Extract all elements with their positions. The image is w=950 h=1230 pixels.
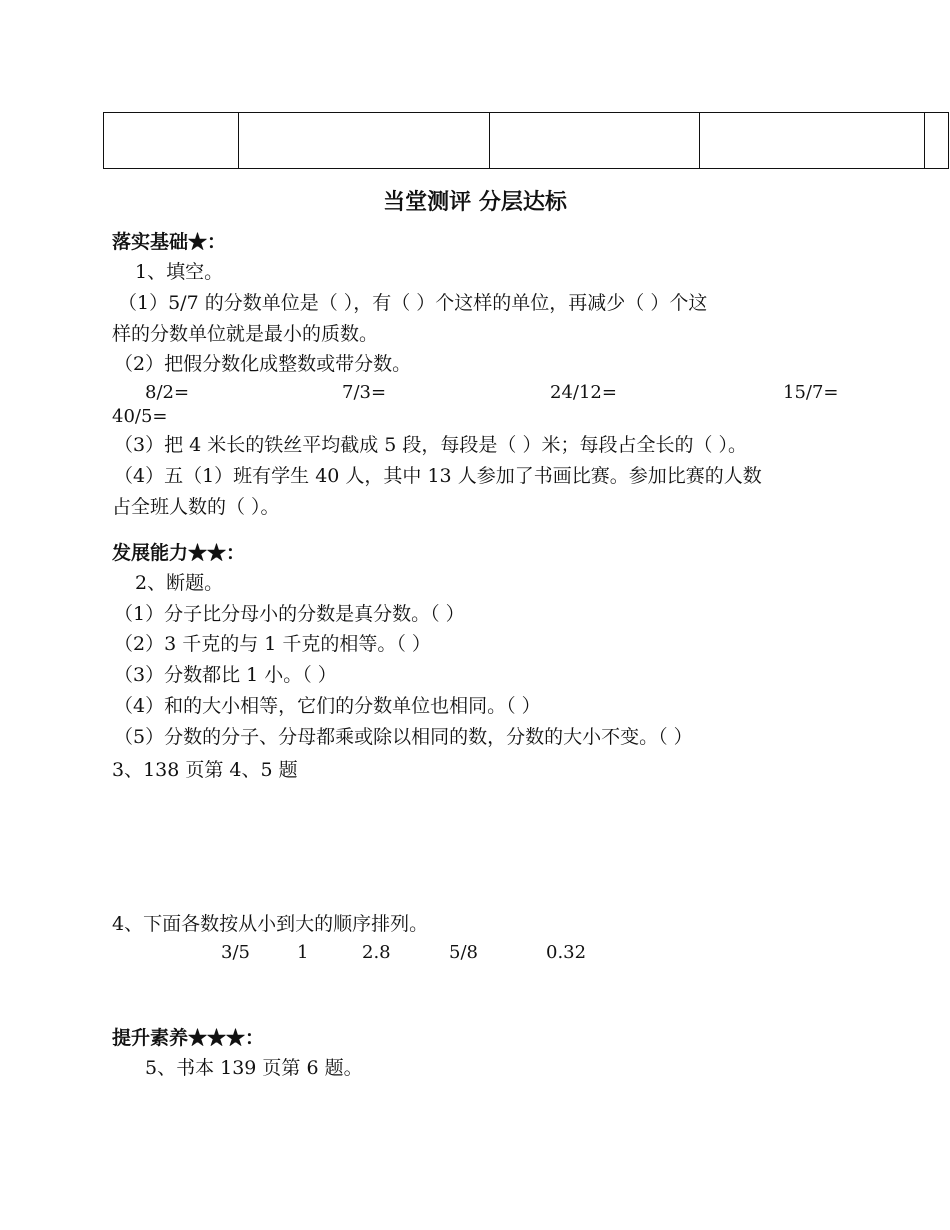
- judgement-item: （4）和的大小相等，它们的分数单位也相同。（ ）: [114, 695, 541, 717]
- conversion-item: 15/7=: [783, 382, 839, 403]
- order-number: 2.8: [362, 942, 391, 963]
- section-heading-development: 发展能力★★：: [112, 542, 246, 564]
- order-number: 0.32: [546, 942, 587, 963]
- question-4: 4、下面各数按从小到大的顺序排列。: [112, 913, 429, 935]
- header-table-cell: [239, 113, 490, 169]
- question-1-2: （2）把假分数化成整数或带分数。: [114, 353, 412, 375]
- conversion-item: 24/12=: [550, 382, 617, 403]
- order-number: 1: [297, 942, 309, 963]
- section-heading-basics: 落实基础★：: [112, 231, 227, 253]
- question-1-3: （3）把 4 米长的铁丝平均截成 5 段，每段是（ ）米；每段占全长的（ ）。: [114, 434, 748, 456]
- header-table-cell: [490, 113, 700, 169]
- header-table: [103, 112, 949, 169]
- question-1-title: 1、填空。: [135, 261, 224, 283]
- judgement-item: （5）分数的分子、分母都乘或除以相同的数，分数的大小不变。（ ）: [114, 726, 693, 748]
- question-5: 5、书本 139 页第 6 题。: [145, 1057, 363, 1079]
- order-number: 3/5: [221, 942, 250, 963]
- judgement-item: （2）3 千克的与 1 千克的相等。（ ）: [114, 633, 431, 655]
- judgement-item: （3）分数都比 1 小。（ ）: [114, 664, 337, 686]
- question-2-title: 2、断题。: [135, 572, 224, 594]
- question-3: 3、138 页第 4、5 题: [112, 759, 298, 781]
- header-table-cell: [700, 113, 925, 169]
- conversion-item: 7/3=: [342, 382, 387, 403]
- header-table-cell: [104, 113, 239, 169]
- question-1-4-line-2: 占全班人数的（ ）。: [112, 496, 280, 518]
- conversion-item: 40/5=: [112, 406, 168, 427]
- question-1-1-line-1: （1）5/7 的分数单位是（ ），有（ ）个这样的单位，再减少（ ）个这: [118, 292, 708, 314]
- question-1-1-line-2: 样的分数单位就是最小的质数。: [112, 323, 379, 345]
- section-heading-improvement: 提升素养★★★：: [112, 1027, 265, 1049]
- header-table-cell: [925, 113, 949, 169]
- page-title: 当堂测评 分层达标: [383, 189, 567, 215]
- order-number: 5/8: [449, 942, 478, 963]
- question-1-4-line-1: （4）五（1）班有学生 40 人，其中 13 人参加了书画比赛。参加比赛的人数: [114, 465, 762, 487]
- judgement-item: （1）分子比分母小的分数是真分数。（ ）: [114, 603, 465, 625]
- conversion-item: 8/2=: [145, 382, 190, 403]
